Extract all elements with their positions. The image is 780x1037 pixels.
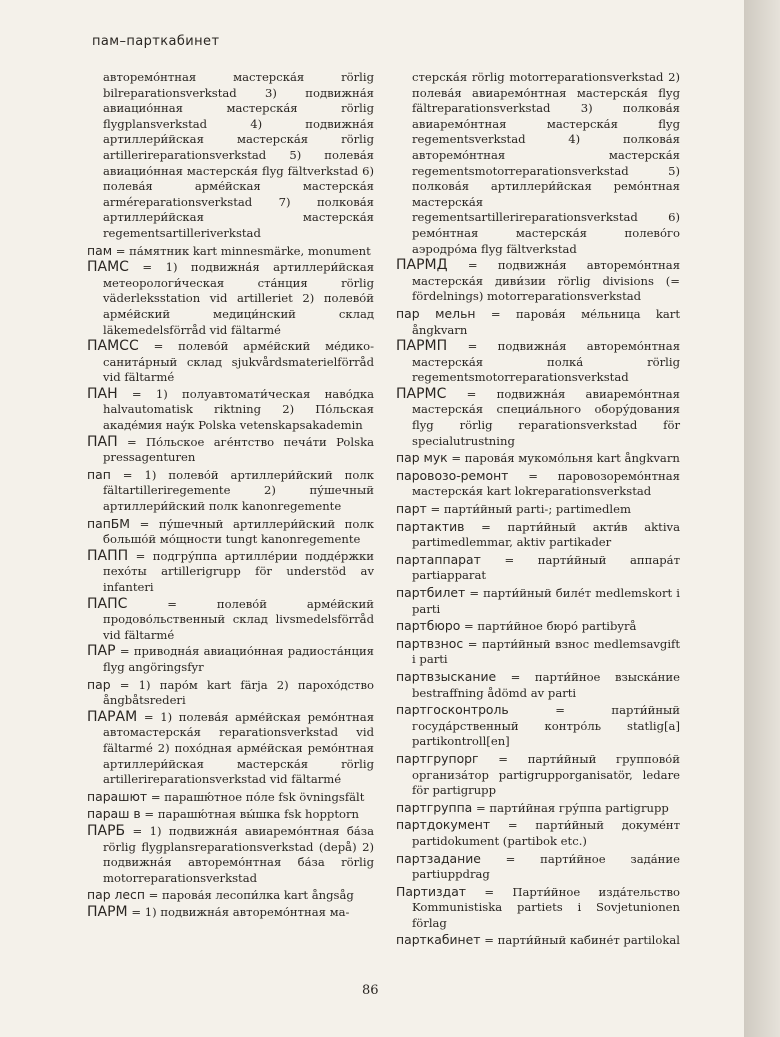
entry-headword: партгосконтроль	[396, 702, 509, 718]
entry-headword: ПАРБ	[87, 822, 126, 839]
entry-definition: = пу́шечный артиллери́йский полк большо́й мо́щности tungt kanonregemente	[103, 516, 374, 547]
entry-headword: парт	[396, 501, 427, 517]
dictionary-entry	[396, 800, 680, 817]
entry-definition: = парова́я ме́льница kart ångkvarn	[412, 306, 680, 337]
right-column	[396, 70, 680, 950]
entry-definition: = парти́йное зада́ние partiuppdrag	[412, 851, 681, 882]
entry-headword: паровозо-ремонт	[396, 467, 509, 483]
entry-headword: папБМ	[87, 515, 130, 531]
entry-definition: = парова́я мукомо́льня kart ångkvarn	[451, 451, 680, 466]
entry-definition: = 1) полуавтомати́ческая наво́дка halvautomatisk riktning 2) По́льская акаде́мия нау́к Polska vetenskapsakademin	[103, 386, 375, 433]
dictionary-entry	[87, 516, 374, 548]
entry-headword: пар лесп	[87, 887, 145, 903]
dictionary-entry	[87, 905, 374, 921]
dictionary-entry	[87, 243, 374, 260]
dictionary-entry	[396, 450, 680, 467]
dictionary-entry	[396, 817, 680, 849]
entry-definition: стерска́я rörlig motorreparationsverkstad 2) полева́я авиаремо́нтная мастерска́я flyg fältreparationsverkstad 3) полкова́я авиаремо́нтная мастерска́я flyg regementsverkstad 4) полкова́я авторемо́нтная мастерска́я regementsmotorreparationsverkstad 5) полкова́я артиллери́йская ремо́нтная мастерска́я regementsartillerireparationsverkstad 6) ремо́нтная мастерска́я полево́го аэродро́ма flyg fältverkstad	[412, 70, 680, 256]
entry-definition: авторемо́нтная мастерска́я rörlig bilreparationsverkstad 3) подвижна́я авиацио́нная мастерска́я rörlig flygplansverkstad 4) подвижна́я артиллери́йская мастерска́я rörlig artillerireparationsverkstad 5) полева́я авиацио́нная мастерска́я flyg fältverkstad 6) полева́я арме́йская мастерска́я arméreparationsverkstad 7) полкова́я артиллери́йская мастерска́я regementsartilleriverkstad	[103, 70, 374, 240]
entry-definition: = приводна́я авиацио́нная радиоста́нция flyg angöringsfyr	[103, 644, 374, 674]
entry-definition: = парти́йное бюро́ partibyrå	[463, 619, 637, 634]
dictionary-entry	[396, 669, 680, 701]
dictionary-entry	[396, 618, 680, 635]
entry-definition: = парти́йная гру́ппа partigrupp	[475, 800, 669, 815]
entry-definition: = полево́й арме́йский продово́льственный склад livsmedelsförråd vid fältarmé	[103, 596, 375, 642]
dictionary-entry	[87, 824, 374, 886]
entry-headword: партбилет	[396, 585, 466, 600]
dictionary-entry	[396, 306, 680, 338]
entry-definition: = 1) подвижна́я авторемо́нтная ма-	[131, 904, 350, 919]
entry-headword: партдокумент	[396, 817, 491, 833]
entry-definition: = парти́йный госуда́рственный контро́ль statlig[a] partikontroll[en]	[412, 703, 680, 749]
entry-definition: = Парти́йное изда́тельство Kommunistiska partiets i Sovjetunionen förlag	[412, 884, 681, 930]
entry-headword: парашют	[87, 788, 148, 804]
dictionary-entry	[87, 260, 374, 338]
entry-definition: = 1) полево́й артиллери́йский полк fältartilleriregemente 2) пу́шечный артиллери́йский полк kanonregemente	[103, 467, 374, 514]
dictionary-entry	[87, 597, 374, 644]
entry-definition: = парти́йный группово́й организа́тор partigrupporganisatör, ledare för partigrupp	[412, 751, 681, 798]
dictionary-entry	[396, 519, 680, 551]
dictionary-entry	[396, 636, 680, 668]
dictionary-entry	[396, 884, 680, 932]
entry-definition: = полево́й арме́йский ме́дико-санита́рный склад sjukvårdsmaterielförråd vid fältarmé	[103, 339, 374, 385]
dictionary-entry	[87, 677, 374, 709]
dictionary-entry	[396, 501, 680, 518]
entry-headword: ПАН	[87, 385, 118, 402]
entry-headword: ПАМС	[87, 259, 129, 276]
entry-headword: пар мук	[396, 450, 448, 466]
entry-definition: = подвижна́я авиаремо́нтная мастерска́я специа́льного обору́дования flyg rörlig reparationsverkstad för specialutrustning	[412, 386, 680, 448]
entry-definition: = парти́йное взыска́ние bestraffning ådömd av parti	[412, 669, 680, 700]
entry-definition: = парти́йный акти́в aktiva partimedlemmar, aktiv partikader	[412, 519, 681, 550]
dictionary-entry	[87, 435, 374, 466]
entry-headword: ПАРАМ	[87, 708, 138, 725]
entry-definition: = 1) паро́м kart färja 2) парохо́дство ångbåtsrederi	[103, 677, 375, 708]
entry-definition: = парти́йный докуме́нт partidokument (partibok etc.)	[412, 818, 680, 848]
entry-definition: = па́мятник kart minnesmärke, monument	[115, 243, 371, 258]
entry-headword: партгрупорг	[396, 750, 479, 766]
entry-definition: = парова́я лесопи́лка kart ångsåg	[148, 888, 354, 903]
entry-headword: партбюро	[396, 618, 461, 634]
entry-headword: Партиздат	[396, 883, 467, 899]
entry-definition: = парти́йный parti-; partimedlem	[430, 502, 631, 517]
entry-definition: = парти́йный кабине́т partilokal	[484, 933, 681, 948]
entry-headword: партвзнос	[396, 635, 464, 651]
dictionary-entry	[396, 339, 680, 386]
entry-definition: = парти́йный биле́т medlemskort i parti	[412, 586, 680, 616]
entry-definition: = подгру́ппа артилле́рии подде́ржки пехо́ты artillerigrupp för understöd av infanteri	[103, 548, 374, 594]
entry-headword: партаппарат	[396, 551, 481, 567]
dictionary-entry	[87, 789, 374, 806]
page-number: 86	[362, 983, 379, 998]
entry-headword: партзадание	[396, 850, 481, 866]
entry-headword: партактив	[396, 518, 465, 534]
dictionary-entry	[87, 549, 374, 596]
entry-headword: пап	[87, 466, 111, 482]
dictionary-entry	[87, 806, 374, 823]
entry-headword: ПАР	[87, 643, 116, 660]
dictionary-entry	[87, 387, 374, 434]
dictionary-entry	[87, 339, 374, 386]
dictionary-entry	[396, 552, 680, 584]
page-edge-shadow	[744, 0, 780, 1037]
dictionary-entry	[396, 702, 680, 750]
entry-definition: = парашю́тная вы́шка fsk hopptorn	[144, 807, 359, 822]
entry-headword: ПАМСС	[87, 338, 139, 355]
dictionary-entry	[396, 851, 680, 883]
entry-definition: = подвижна́я авторемо́нтная мастерска́я диви́зии rörlig divisions (= fördelnings) motorreparationsverkstad	[412, 258, 681, 304]
entry-headword: ПАРМ	[87, 903, 128, 920]
entry-headword: пам	[87, 242, 113, 258]
entry-definition: = 1) подвижна́я авиаремо́нтная ба́за rörlig flygplansreparationsverkstad (depå) 2) подвижна́я авторемо́нтная ба́за rörlig motorreparationsverkstad	[103, 823, 375, 885]
entry-definition: = По́льское аге́нтство печа́ти Polska pressagenturen	[103, 434, 375, 465]
entry-headword: партгруппа	[396, 799, 473, 815]
entry-headword: ПАПС	[87, 595, 128, 612]
entry-headword: ПАРМД	[396, 257, 448, 274]
dictionary-entry	[87, 467, 374, 515]
dictionary-entry	[87, 887, 374, 904]
entry-definition: = 1) подвижна́я артиллери́йская метеорологи́ческая ста́нция rörlig väderleksstation vid artilleriet 2) полево́й арме́йский медици́нский склад läkemedelsförråd vid fältarmé	[103, 260, 375, 337]
entry-headword: ПАРМП	[396, 338, 448, 355]
entry-definition: = парти́йный аппара́т partiapparat	[412, 552, 680, 583]
entry-headword: ПАРМС	[396, 385, 447, 402]
entry-headword: ПАПП	[87, 547, 129, 564]
entry-headword: параш в	[87, 806, 141, 822]
dictionary-entry	[87, 70, 374, 242]
entry-headword: пар	[87, 676, 111, 692]
entry-definition: = подвижна́я авторемо́нтная мастерска́я полка́ rörlig regementsmotorreparationsverkstad	[412, 339, 681, 385]
entry-definition: = паровозоремо́нтная мастерска́я kart lokreparationsverkstad	[412, 468, 680, 499]
dictionary-entry	[396, 387, 680, 449]
dictionary-entry	[396, 932, 680, 949]
entry-headword: пар мельн	[396, 305, 476, 321]
dictionary-entry	[87, 644, 374, 675]
entry-headword: ПАП	[87, 433, 118, 450]
running-head: пам–парткабинет	[92, 34, 220, 49]
entry-definition: = парти́йный взнос medlemsavgift i parti	[412, 636, 680, 667]
dictionary-entry	[396, 258, 680, 305]
dictionary-entry	[396, 751, 680, 799]
left-column	[87, 70, 374, 921]
entry-headword: парткабинет	[396, 932, 481, 948]
dictionary-entry	[396, 585, 680, 617]
dictionary-entry	[396, 468, 680, 500]
dictionary-entry	[87, 710, 374, 788]
entry-headword: партвзыскание	[396, 668, 497, 684]
dictionary-entry	[396, 70, 680, 257]
entry-definition: = парашю́тное по́ле fsk övningsfält	[150, 789, 365, 804]
entry-definition: = 1) полева́я арме́йская ремо́нтная автомастерска́я reparationsverkstad vid fältarmé 2) похо́дная арме́йская ремо́нтная артиллери́йская мастерска́я rörlig artillerireparationsverkstad vid fältarmé	[103, 709, 375, 787]
